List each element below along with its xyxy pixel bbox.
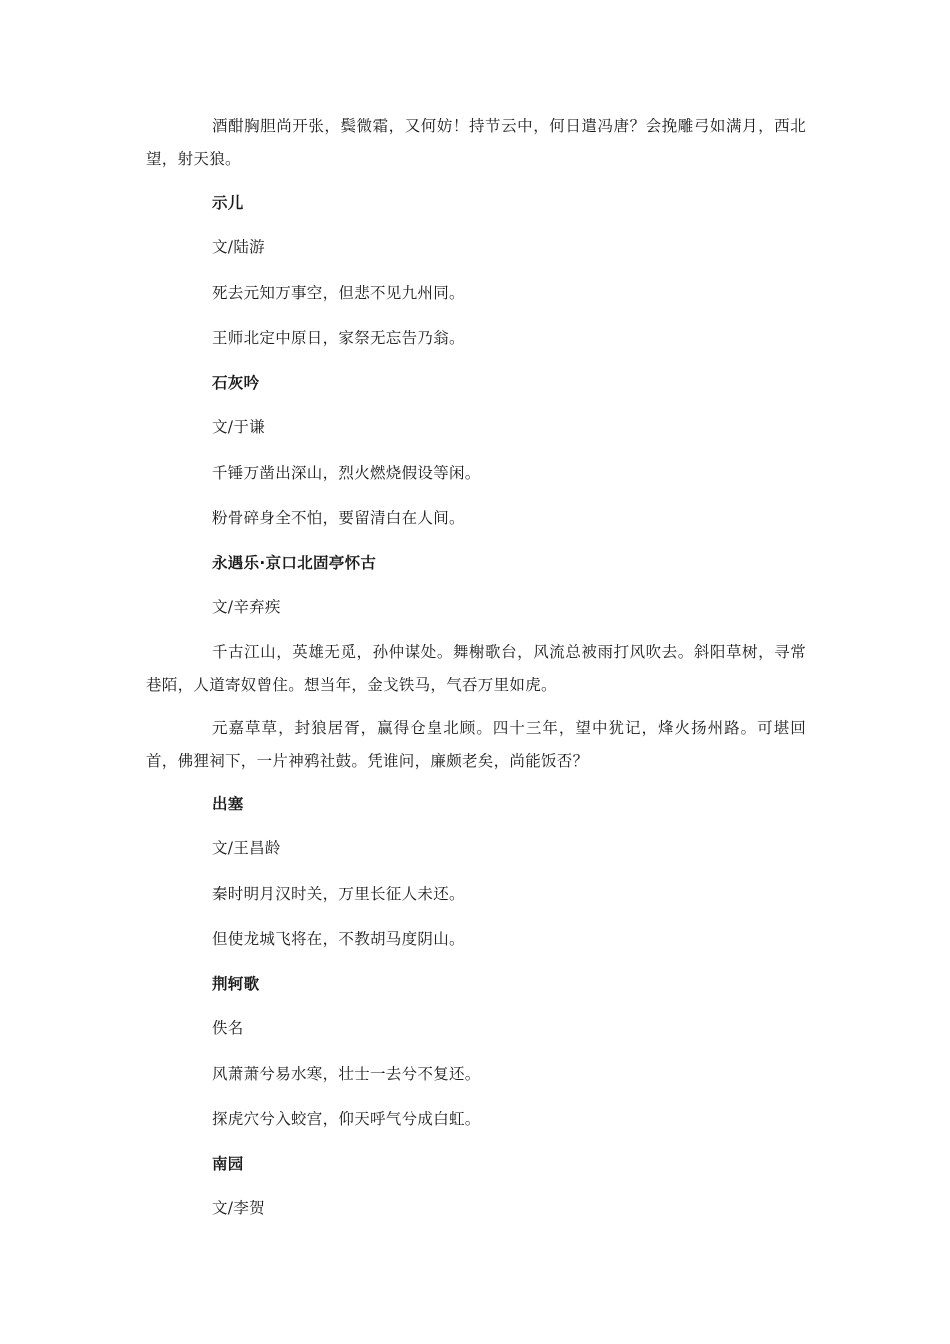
poem-author: 文/辛弃疾 — [212, 598, 281, 616]
poem-line: 但使龙城飞将在，不教胡马度阴山。 — [212, 930, 465, 948]
poem-title: 示儿 — [212, 194, 244, 212]
poem-paragraph: 酒酣胸胆尚开张，鬓微霜，又何妨！持节云中，何日遣冯唐？会挽雕弓如满月，西北望，射天狼。 — [146, 117, 806, 168]
poem-line: 风萧萧兮易水寒，壮士一去兮不复还。 — [212, 1065, 481, 1083]
poem-title: 永遇乐·京口北固亭怀古 — [212, 554, 377, 572]
poem-line: 秦时明月汉时关，万里长征人未还。 — [212, 885, 465, 903]
poem-paragraph: 元嘉草草，封狼居胥，赢得仓皇北顾。四十三年，望中犹记，烽火扬州路。可堪回首，佛狸祠下，一片神鸦社鼓。凭谁问，廉颇老矣，尚能饭否？ — [146, 719, 806, 770]
poem-line: 探虎穴兮入蛟宫，仰天呼气兮成白虹。 — [212, 1110, 481, 1128]
poem-line: 王师北定中原日，家祭无忘告乃翁。 — [212, 329, 465, 347]
poem-title: 石灰吟 — [212, 374, 260, 392]
poem-author: 文/陆游 — [212, 238, 265, 256]
poem-line: 粉骨碎身全不怕，要留清白在人间。 — [212, 509, 465, 527]
poem-line: 死去元知万事空，但悲不见九州同。 — [212, 284, 465, 302]
poem-title: 南园 — [212, 1155, 244, 1173]
poem-author: 文/李贺 — [212, 1199, 265, 1217]
poem-paragraph: 千古江山，英雄无觅，孙仲谋处。舞榭歌台，风流总被雨打风吹去。斜阳草树，寻常巷陌，人道寄奴曾住。想当年，金戈铁马，气吞万里如虎。 — [146, 643, 806, 694]
poem-line: 千锤万凿出深山，烈火燃烧假设等闲。 — [212, 464, 481, 482]
poem-author: 佚名 — [212, 1019, 244, 1037]
poem-author: 文/于谦 — [212, 418, 265, 436]
poem-author: 文/王昌龄 — [212, 839, 281, 857]
poem-title: 出塞 — [212, 795, 244, 813]
poem-title: 荆轲歌 — [212, 975, 260, 993]
